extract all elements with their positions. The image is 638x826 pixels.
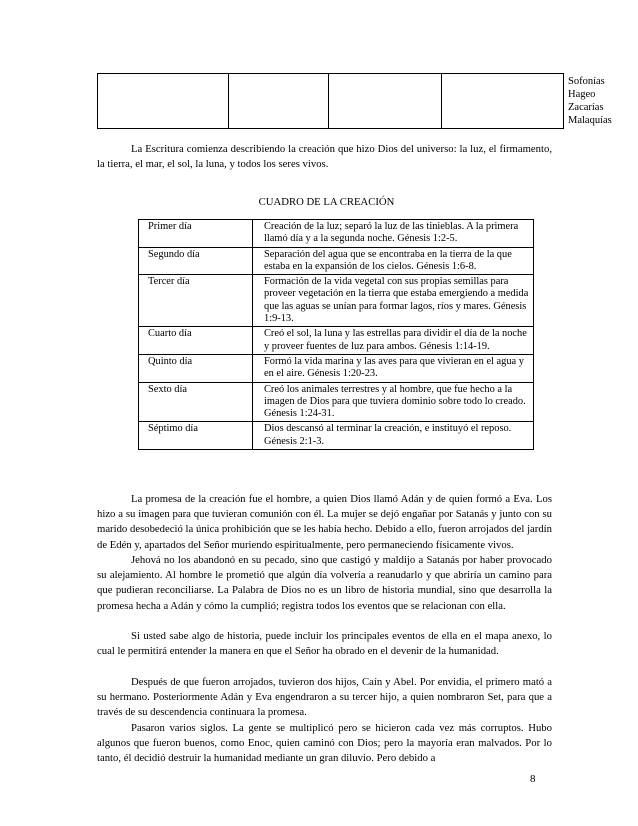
body-paragraph-text: Si usted sabe algo de historia, puede incluir los principales eventos de ella en el mapa anexo, lo cual le permitirá entender la manera en que el Señor ha obrado en el devenir de la humanidad. bbox=[97, 630, 552, 658]
intro-paragraph bbox=[97, 142, 552, 172]
description-cell: Dios descansó al terminar la creación, e instituyó el reposo. Génesis 2:1-3. bbox=[253, 422, 534, 450]
table-cell-empty bbox=[442, 74, 564, 129]
creation-table-title: CUADRO DE LA CREACIÓN bbox=[258, 196, 395, 208]
table-row bbox=[139, 247, 534, 275]
body-paragraph-text: Jehová no los abandonó en su pecado, sino que castigó y maldijo a Satanás por haber provocado su alejamiento. Al hombre le prometió que algún día volvería a reanudarlo y que abriría un camino para que pudieran reconciliarse. La Palabra de Dios no es un libro de historia mundial, sino que desarrolla la promesa hecha a Adán y cómo la cumplió; registra todos los eventos que se relacionan con ella. bbox=[97, 554, 552, 612]
table-row bbox=[139, 422, 534, 450]
day-cell: Primer día bbox=[139, 220, 253, 248]
body-paragraph bbox=[97, 629, 552, 659]
table-cell-empty bbox=[229, 74, 329, 129]
table-row bbox=[139, 382, 534, 422]
body-paragraph-text: Pasaron varios siglos. La gente se multiplicó pero se hicieron cada vez más corruptos. Hubo algunos que fueron buenos, como Enoc, quien caminó con Dios; pero la mayoría eran malvados. Por lo tanto, él decidió destruir la humanidad mediante un gran diluvio. Pero debido a bbox=[97, 722, 552, 765]
day-cell: Segundo día bbox=[139, 247, 253, 275]
day-cell: Séptimo día bbox=[139, 422, 253, 450]
description-cell: Creación de la luz; separó la luz de las tinieblas. A la primera llamó día y a la segunda noche. Génesis 1:2-5. bbox=[253, 220, 534, 248]
table-cell-empty bbox=[98, 74, 229, 129]
page-number: 8 bbox=[530, 773, 536, 785]
prophets-table-continuation bbox=[97, 73, 612, 129]
body-paragraph bbox=[97, 553, 552, 614]
day-cell: Tercer día bbox=[139, 275, 253, 327]
body-paragraph bbox=[97, 492, 552, 553]
table-row bbox=[139, 275, 534, 327]
description-cell: Creó el sol, la luna y las estrellas para dividir el día de la noche y proveer fuentes de luz para ambos. Génesis 1:14-19. bbox=[253, 327, 534, 355]
table-row bbox=[139, 327, 534, 355]
table-cell-empty bbox=[329, 74, 442, 129]
creation-table bbox=[138, 219, 534, 450]
description-cell: Formó la vida marina y las aves para que vivieran en el agua y en el aire. Génesis 1:20-23. bbox=[253, 354, 534, 382]
table-row bbox=[139, 354, 534, 382]
description-cell: Creó los animales terrestres y al hombre, que fue hecho a la imagen de Dios para que tuviera dominio sobre todo lo creado. Génesis 1:24-31. bbox=[253, 382, 534, 422]
table-row bbox=[139, 220, 534, 248]
day-cell: Quinto día bbox=[139, 354, 253, 382]
body-paragraph-text: La promesa de la creación fue el hombre, a quien Dios llamó Adán y de quien formó a Eva. Los hizo a su imagen para que tuvieran comunión con él. La mujer se dejó engañar por Satanás y junto con su marido desobedeció la única prohibición que se les había hecho. Debido a ello, fueron arrojados del jardín de Edén y, apartados del Señor muriendo espiritualmente, pero permaneciendo físicamente vivos. bbox=[97, 493, 552, 551]
day-cell: Cuarto día bbox=[139, 327, 253, 355]
intro-paragraph-text: La Escritura comienza describiendo la creación que hizo Dios del universo: la luz, el firmamento, la tierra, el mar, el sol, la luna, y todos los seres vivos. bbox=[97, 143, 552, 171]
body-paragraph bbox=[97, 721, 552, 767]
body-paragraph-text: Después de que fueron arrojados, tuvieron dos hijos, Caín y Abel. Por envidia, el primero mató a su hermano. Posteriormente Adán y Eva engendraron a su tercer hijo, a quien nombraron Set, para que a través de su descendencia continuara la promesa. bbox=[97, 676, 552, 719]
description-cell: Separación del agua que se encontraba en la tierra de la que estaba en la expansión de los cielos. Génesis 1:6-8. bbox=[253, 247, 534, 275]
day-cell: Sexto día bbox=[139, 382, 253, 422]
table-row: Sofonías Hageo Zacarías Malaquías bbox=[98, 74, 564, 129]
description-cell: Formación de la vida vegetal con sus propias semillas para proveer vegetación en la tierra que estaba emergiendo a medida que las aguas se unían para formar lagos, ríos y mares. Génesis 1:9-13. bbox=[253, 275, 534, 327]
body-paragraph bbox=[97, 675, 552, 721]
